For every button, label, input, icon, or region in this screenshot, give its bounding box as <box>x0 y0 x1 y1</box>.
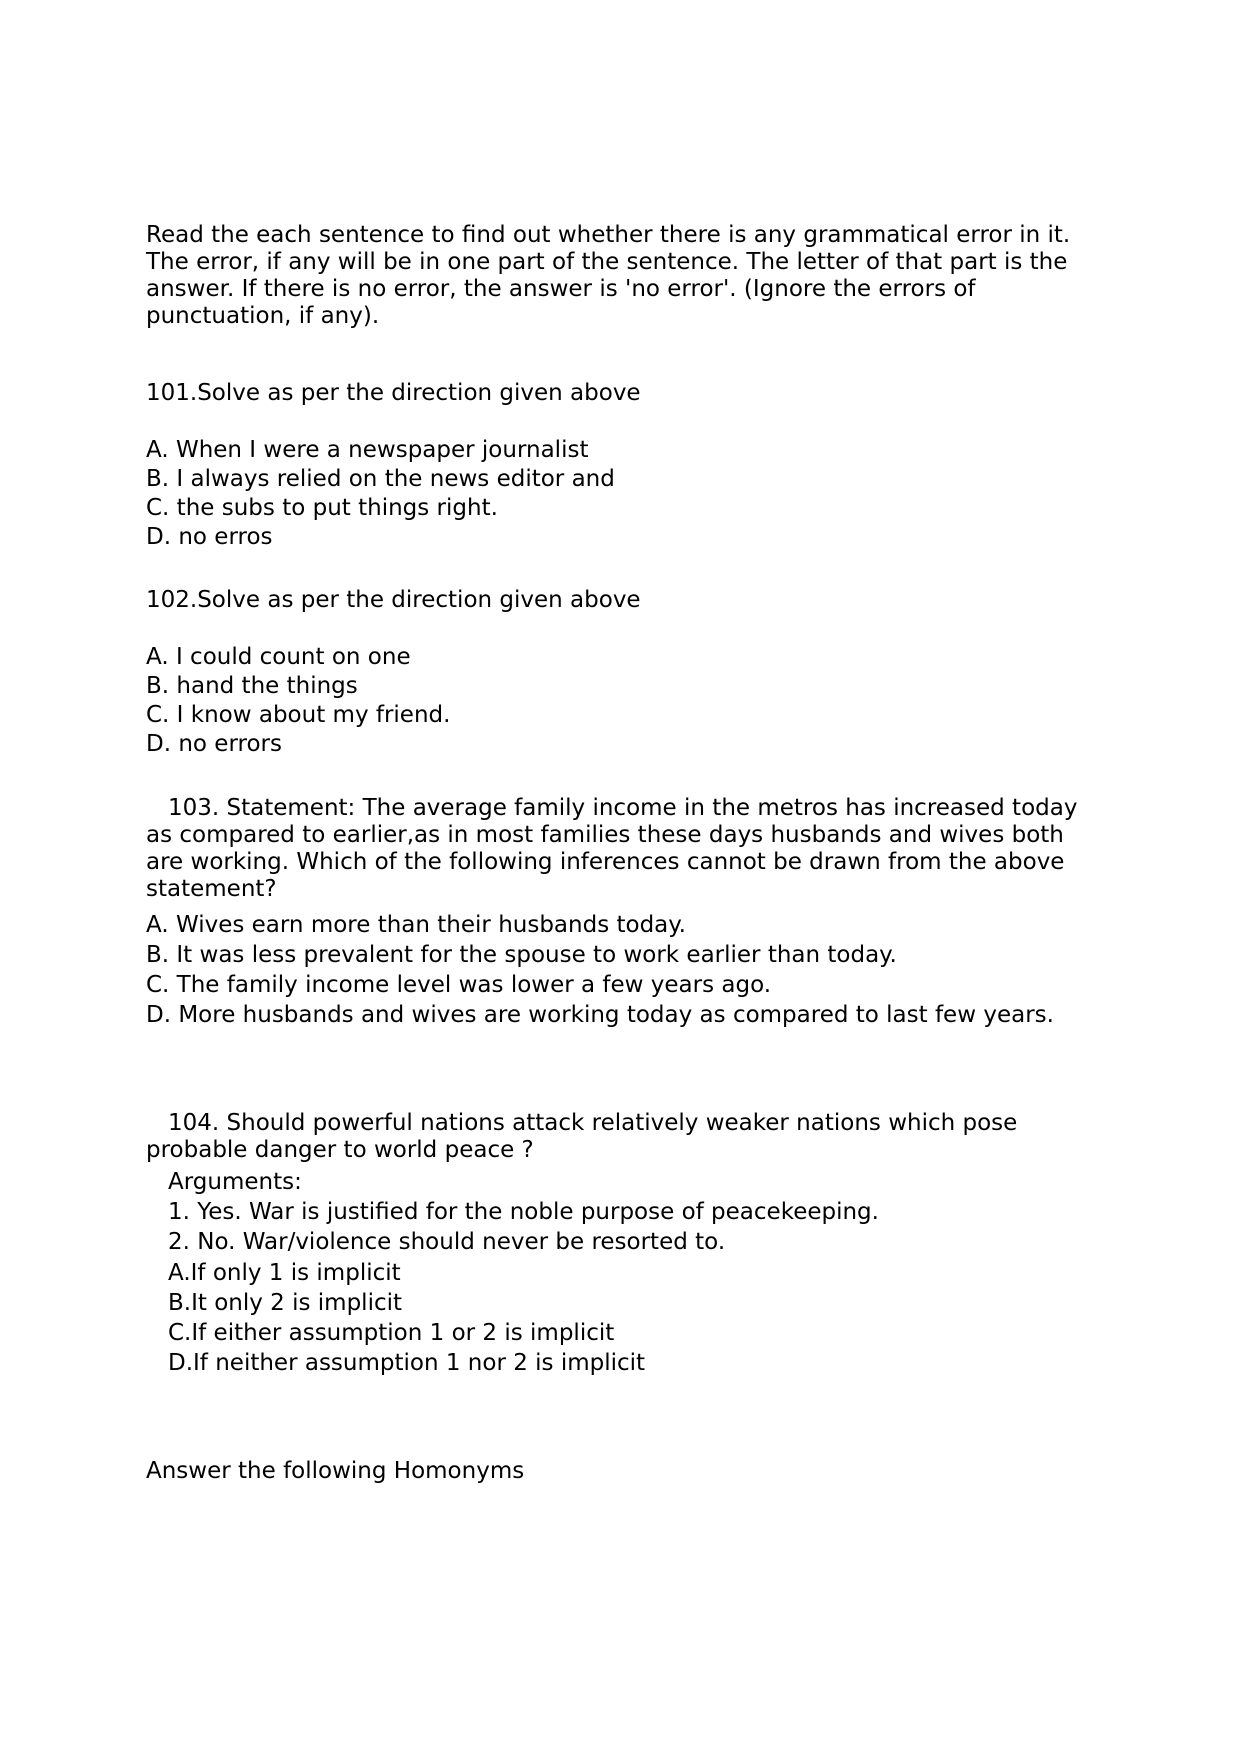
question-104-arguments-label: Arguments: <box>168 1169 302 1195</box>
question-104-argument-1: 1. Yes. War is justified for the noble purpose of peacekeeping. <box>168 1199 879 1225</box>
question-102-option-b: B. hand the things <box>146 673 358 699</box>
question-103-option-d: D. More husbands and wives are working today as compared to last few years. <box>146 1002 1054 1028</box>
question-101-prompt: 101.Solve as per the direction given above <box>146 380 641 406</box>
question-103-option-a: A. Wives earn more than their husbands today. <box>146 912 686 938</box>
question-103-prompt: 103. Statement: The average family income in the metros has increased today as compared to earlier,as in most families these days husbands and wives both are working. Which of the following inferences cannot be drawn from the above statement? <box>146 795 1078 902</box>
question-102-option-c: C. I know about my friend. <box>146 702 451 728</box>
question-103-option-b: B. It was less prevalent for the spouse to work earlier than today. <box>146 942 897 968</box>
question-102-option-d: D. no errors <box>146 731 282 757</box>
question-101-option-a: A. When I were a newspaper journalist <box>146 437 589 463</box>
question-101-option-b: B. I always relied on the news editor and <box>146 466 615 492</box>
section-heading: Answer the following Homonyms <box>146 1458 525 1484</box>
question-104-prompt: 104. Should powerful nations attack relatively weaker nations which pose probable danger to world peace ? <box>146 1110 1018 1163</box>
question-101-option-c: C. the subs to put things right. <box>146 495 498 521</box>
question-101-option-d: D. no erros <box>146 524 273 550</box>
question-104-option-b: B.It only 2 is implicit <box>168 1290 403 1316</box>
question-102-prompt: 102.Solve as per the direction given above <box>146 587 641 613</box>
question-104-option-a: A.If only 1 is implicit <box>168 1260 401 1286</box>
question-104-option-c: C.If either assumption 1 or 2 is implicit <box>168 1320 615 1346</box>
instructions-paragraph: Read the each sentence to find out whether there is any grammatical error in it. The error, if any will be in one part of the sentence. The letter of that part is the answer. If there is no error, the answer is 'no error'. (Ignore the errors of punctuation, if any). <box>146 222 1071 329</box>
question-104-argument-2: 2. No. War/violence should never be resorted to. <box>168 1229 726 1255</box>
question-102-option-a: A. I could count on one <box>146 644 411 670</box>
question-104-option-d: D.If neither assumption 1 nor 2 is implicit <box>168 1350 646 1376</box>
question-103-option-c: C. The family income level was lower a few years ago. <box>146 972 772 998</box>
